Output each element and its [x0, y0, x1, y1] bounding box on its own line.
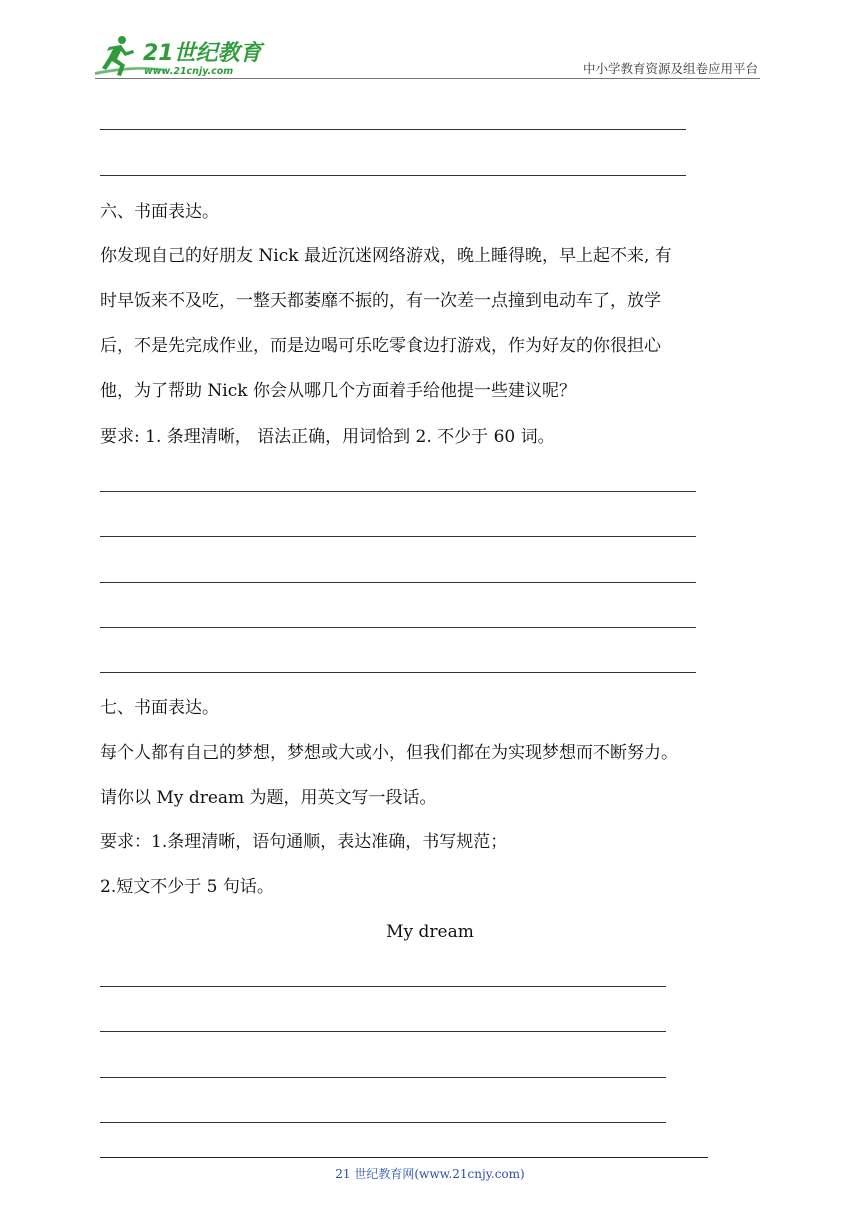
header-slogan: 中小学教育资源及组卷应用平台	[582, 61, 758, 76]
answer-line	[100, 175, 686, 176]
footer-text: 21 世纪教育网(www.21cnjy.com)	[335, 1167, 525, 1181]
footer-divider	[100, 1157, 708, 1158]
section-7-requirement: 2.短文不少于 5 句话。	[100, 877, 274, 897]
answer-line	[100, 1077, 666, 1078]
section-6-requirement: 要求: 1. 条理清晰， 语法正确，用词恰到 2. 不少于 60 词。	[100, 427, 555, 447]
header-divider	[95, 78, 760, 79]
answer-line	[100, 129, 686, 130]
section-7-requirement: 要求：1.条理清晰，语句通顺，表达准确，书写规范；	[100, 832, 508, 852]
section-6-title: 六、书面表达。	[100, 202, 219, 222]
answer-line	[100, 491, 696, 492]
answer-line	[100, 536, 696, 537]
answer-line	[100, 1031, 666, 1032]
site-logo	[95, 34, 265, 80]
answer-line	[100, 672, 696, 673]
section-6-prompt-line: 时早饭来不及吃，一整天都萎靡不振的，有一次差一点撞到电动车了，放学	[100, 291, 661, 311]
section-6-prompt-line: 后，不是先完成作业，而是边喝可乐吃零食边打游戏，作为好友的你很担心	[100, 336, 661, 356]
section-7-prompt-line: 请你以 My dream 为题，用英文写一段话。	[100, 788, 437, 808]
logo-name: 21世纪教育	[143, 41, 262, 66]
section-6-prompt-line: 他，为了帮助 Nick 你会从哪几个方面着手给他提一些建议呢？	[100, 381, 576, 401]
section-7-prompt-line: 每个人都有自己的梦想，梦想或大或小，但我们都在为实现梦想而不断努力。	[100, 743, 678, 763]
logo-url: www.21cnjy.com	[144, 66, 234, 77]
answer-line	[100, 627, 696, 628]
section-7-title: 七、书面表达。	[100, 698, 219, 718]
essay-title: My dream	[386, 922, 474, 942]
answer-line	[100, 986, 666, 987]
answer-line	[100, 582, 696, 583]
answer-line	[100, 1122, 666, 1123]
section-6-prompt-line: 你发现自己的好朋友 Nick 最近沉迷网络游戏，晚上睡得晚，早上起不来, 有	[100, 246, 672, 266]
